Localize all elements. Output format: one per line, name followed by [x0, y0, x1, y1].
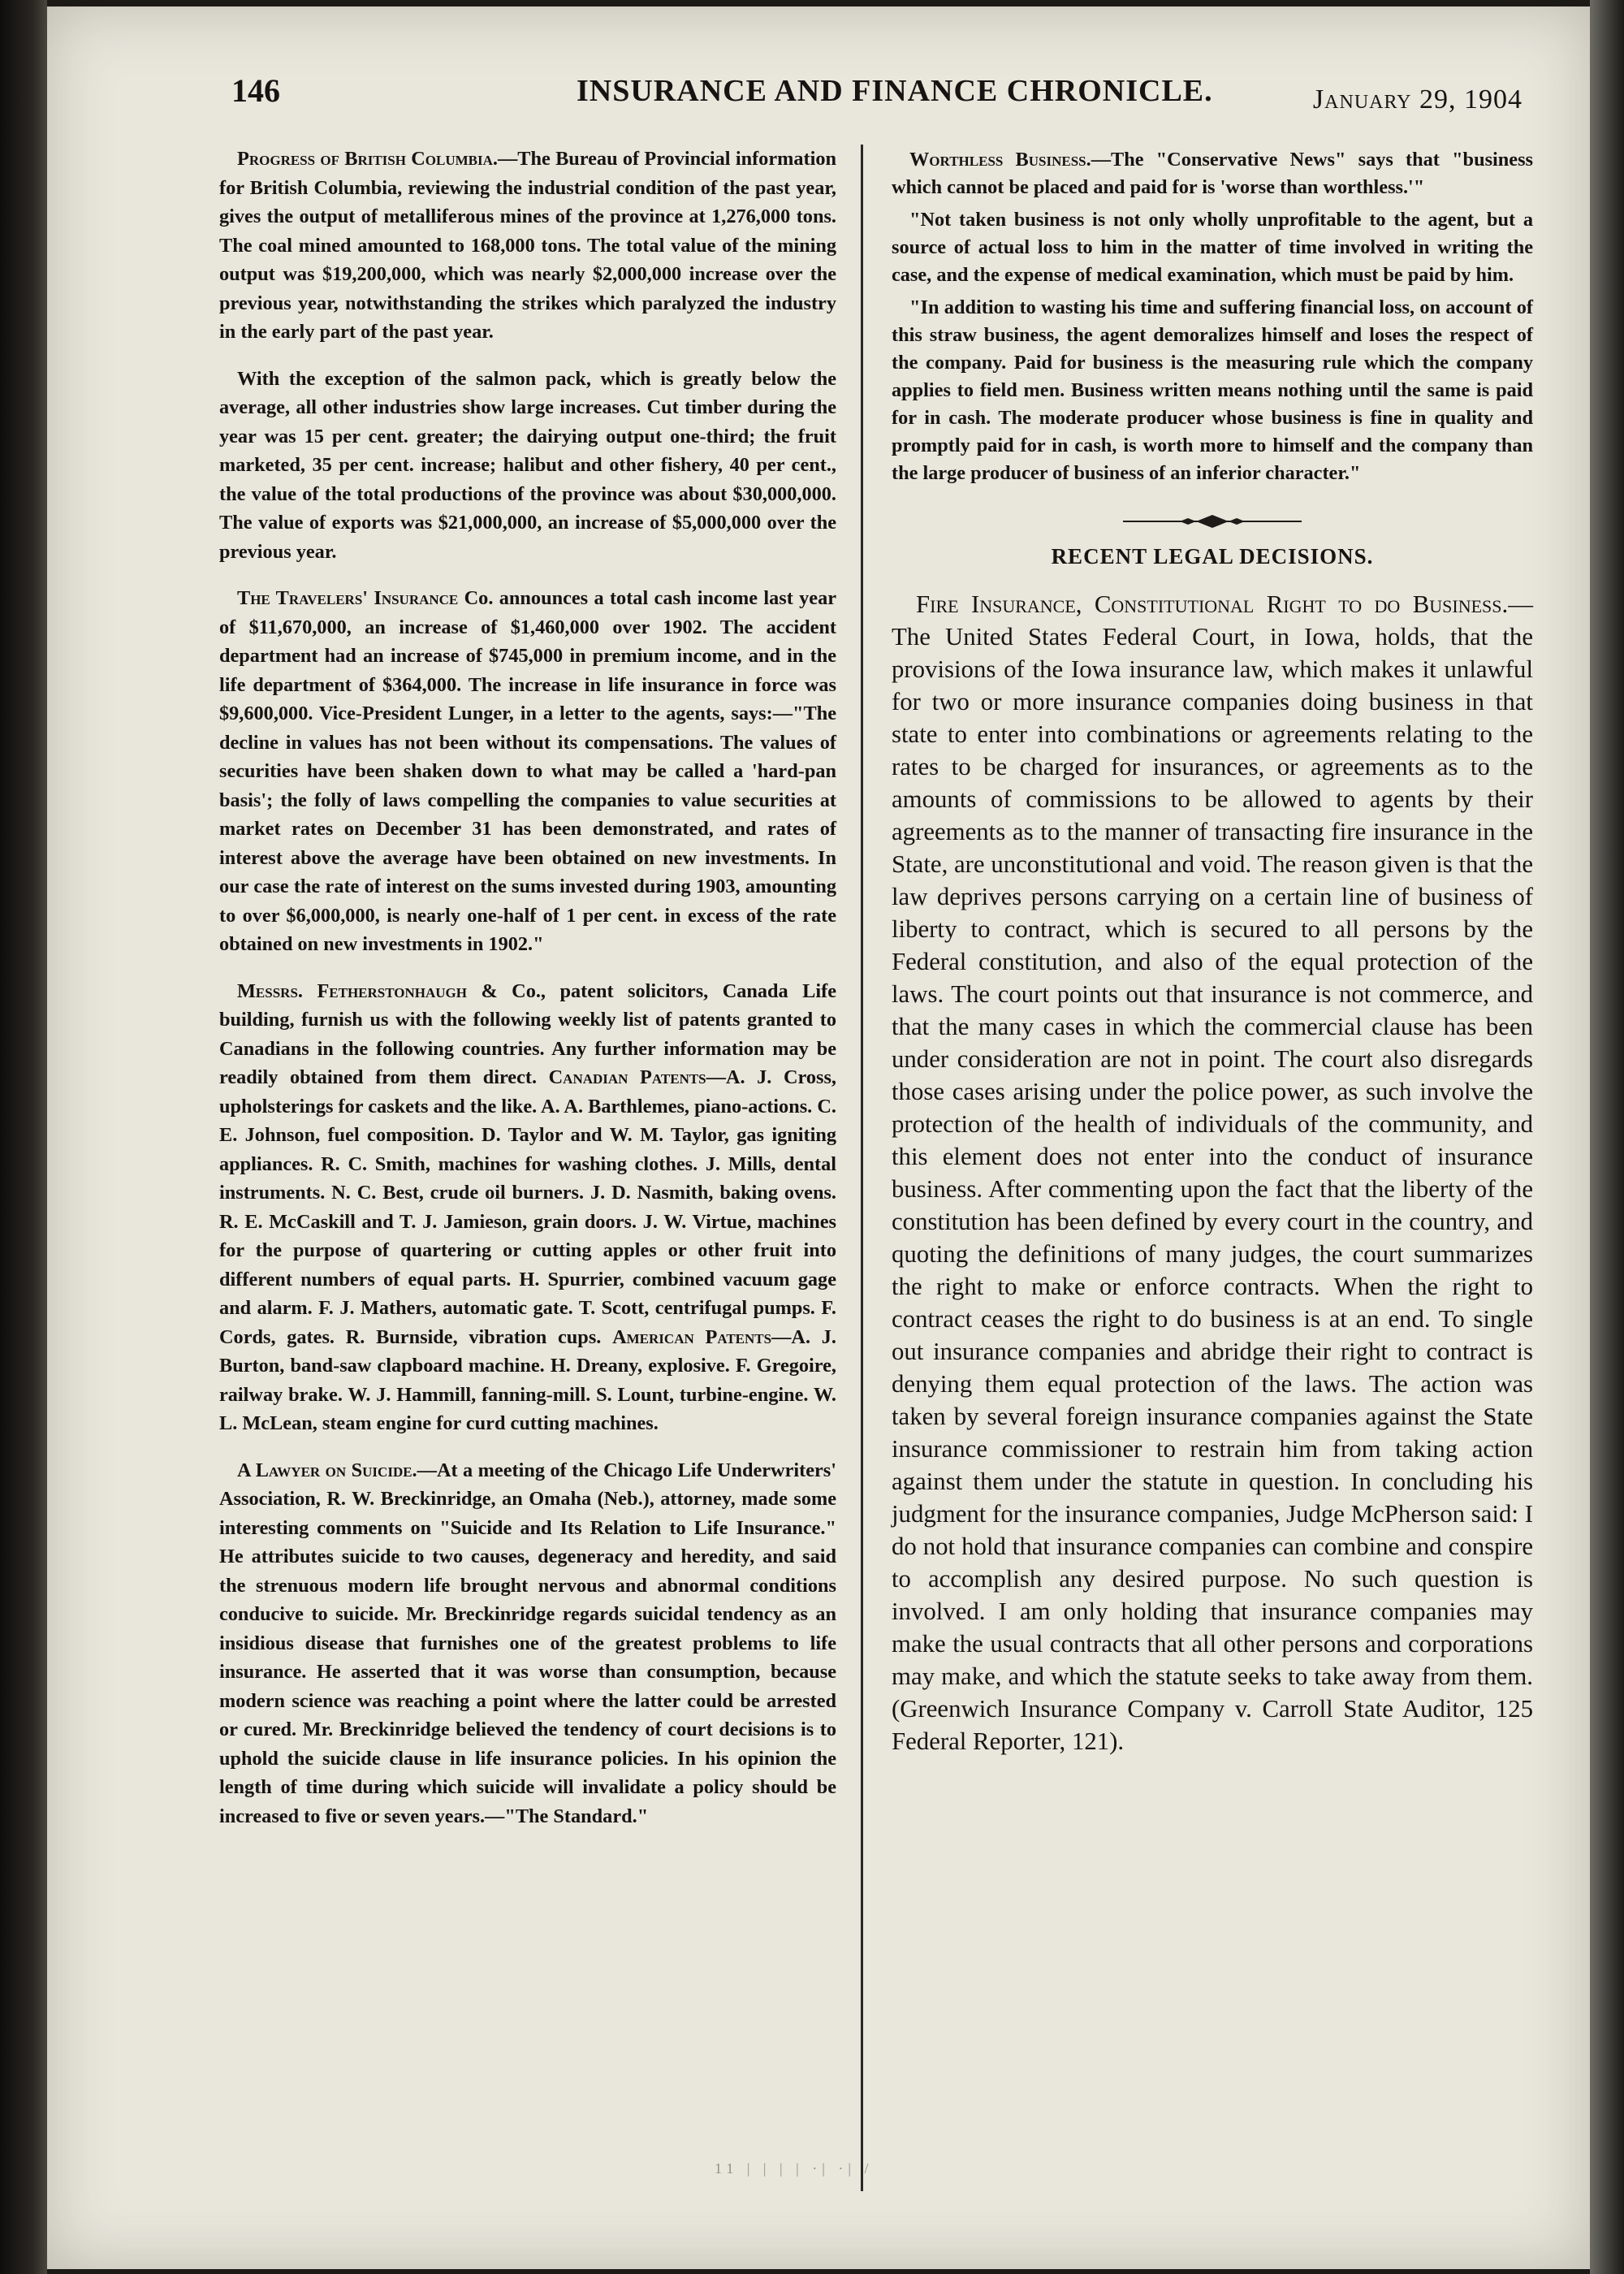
article-travelers-insurance — [219, 584, 836, 959]
article-body: —At a meeting of the Chicago Life Underwriters' Association, R. W. Breckinridge, an Omaha (Neb.), attorney, made some interesting comments on "Suicide and Its Relation to Life Insurance." He attributes suicide to two causes, degeneracy and heredity, and said the strenuous modern life brought nervous and abnormal conditions conducive to suicide. Mr. Breckinridge regards suicidal tendency as an insidious disease that furnishes one of the greatest problems to life insurance. He asserted that it was worse than consumption, because modern science was reaching a point where the latter could be arrested or cured. Mr. Breckinridge believed the tendency of court decisions is to uphold the suicide clause in life insurance policies. In his opinion the length of time during which suicide will invalidate a policy should be increased to five or seven years.—"The Standard." — [219, 1459, 836, 1827]
article-patents — [219, 977, 836, 1438]
article-heading: Worthless Business. — [909, 149, 1091, 171]
book-spine — [0, 0, 47, 2274]
left-column — [219, 145, 836, 1848]
article-british-columbia — [219, 145, 836, 566]
article-paragraph — [219, 145, 836, 347]
page-number: 146 — [231, 72, 280, 109]
article-paragraph: With the exception of the salmon pack, which is greatly below the average, all other industries show large increases. Cut timber during the year was 15 per cent. greater; the dairying output one-third; the fruit marketed, 35 per cent. increase; halibut and other fishery, 40 per cent., the value of the total productions of the province was about $30,000,000. The value of exports was $21,000,000, an increase of $5,000,000 over the previous year. — [219, 367, 836, 563]
article-body: —The "Conservative News" says that "business which cannot be placed and paid for is 'worse than worthless.'" — [892, 149, 1533, 198]
issue-date: January 29, 1904 — [1312, 84, 1522, 115]
article-worthless-business — [892, 146, 1533, 487]
article-body: & Co., patent solicitors, Canada Life building, furnish us with the following weekly list of patents granted to Canadians in the following countries. Any further information may be readily obtained from them direct. — [219, 979, 836, 1088]
article-body: Co. announces a total cash income last year of $11,670,000, an increase of $1,460,000 over 1902. The accident department had an increase of $745,000 in premium income, and in the life department of $364,000. The increase in life insurance in force was $9,600,000. Vice-President Lunger, in a letter to the agents, says:—"The decline in values has not been without its compensations. The values of securities have been shaken down to what may be called a 'hard-pan basis'; the folly of laws compelling the companies to value securities at market rates on December 31 has been demonstrated, and rates of interest above the average have been obtained on new investments. In our case the rate of interest on the sums invested during 1903, amounting to over $6,000,000, is nearly one-half of 1 per cent. in excess of the rate obtained on new investments in 1902." — [219, 587, 837, 955]
article-paragraph: "In addition to wasting his time and suffering financial loss, on account of this straw business, the agent demoralizes himself and loses the respect of the company. Paid for business is the measuring rule which the company applies to field men. Business written means nothing until the same is paid for in cash. The moderate producer whose business is fine in quality and promptly paid for in cash, is worth more to himself and the company than the large producer of business of an inferior character." — [892, 296, 1533, 484]
canadian-patents-list: —A. J. Cross, upholsterings for caskets and the like. A. A. Barthlemes, piano-actions. C. E. Johnson, fuel composition. D. Taylor and W. M. Taylor, gas igniting appliances. R. C. Smith, machines for washing clothes. J. Mills, dental instruments. N. C. Best, crude oil burners. J. D. Nasmith, baking ovens. R. E. McCaskill and T. J. Jamieson, grain doors. J. W. Virtue, machines for the purpose of quartering or cutting apples or other fruit into different numbers of equal parts. H. Spurrier, combined vacuum gage and alarm. F. J. Mathers, automatic gate. T. Scott, centrifugal pumps. F. Cords, gates. R. Burnside, vibration cups. — [219, 1066, 836, 1348]
article-heading: Fire Insurance, Constitutional Right to do Business. — [916, 590, 1509, 618]
page-header — [175, 71, 1547, 120]
article-fire-insurance — [892, 588, 1533, 1757]
article-heading: Progress of British Columbia. — [237, 148, 498, 170]
right-column — [892, 146, 1533, 1757]
article-paragraph — [892, 146, 1533, 201]
article-body: —The United States Federal Court, in Iowa, holds, that the provisions of the Iowa insurance law, which makes it unlawful for two or more insurance companies doing business in that state to enter into combinations or agreements relating to the rates to be charged for insurances, or agreements as to the amounts of commissions to be allowed to agents by their agreements as to the manner of transacting fire insurance in the State, are unconstitutional and void. The reason given is that the law deprives persons carrying on a certain line of business of liberty to contract, which is secured to all persons by the Federal constitution, and also of the equal protection of the laws. The court points out that insurance is not commerce, and that the many cases in which the commercial clause has been under consideration are not in point. The court also disregards those cases arising under the police power, as such involve the protection of the health of individuals of the community, and this element does not enter into the conduct of insurance business. After commenting upon the fact that the liberty of the constitution has been defined by every court in the country, and quoting the definitions of many judges, the court summarizes the right to make or enforce contracts. When the right to contract ceases the right to do business is at an end. To single out insurance companies and abridge their right to contract is denying them equal protection of the laws. The action was taken by several foreign insurance companies against the State insurance commissioner to restrain him from taking action against them under the statute in question. In concluding his judgment for the insurance companies, Judge McPherson said: I do not hold that insurance companies can combine and conspire to accomplish any desired purpose. No such question is involved. I am only holding that insurance companies may make the usual contracts that all other persons and corporations may make, and which the statute seeks to take away from them. (Greenwich Insurance Company v. Carroll State Auditor, 125 Federal Reporter, 121). — [892, 590, 1533, 1755]
article-heading: Messrs. Fetherstonhaugh — [237, 979, 468, 1002]
page-edge — [1590, 0, 1624, 2274]
canadian-patents-label: Canadian Patents — [548, 1066, 706, 1088]
footer-mark: 11 | | | | ·| ·| / — [715, 2160, 874, 2177]
article-paragraph — [892, 588, 1533, 1757]
article-paragraph — [219, 584, 836, 959]
article-paragraph — [219, 977, 836, 1438]
section-heading: RECENT LEGAL DECISIONS. — [1051, 544, 1374, 568]
article-paragraph — [219, 1456, 836, 1831]
article-lawyer-suicide — [219, 1456, 836, 1831]
american-patents-label: American Patents — [612, 1325, 772, 1348]
article-heading: A Lawyer on Suicide. — [237, 1459, 417, 1481]
section-ornament — [1123, 512, 1302, 531]
article-heading: The Travelers' Insurance — [237, 587, 459, 609]
column-divider — [861, 145, 863, 2191]
publication-title: INSURANCE AND FINANCE CHRONICLE. — [577, 74, 1213, 108]
article-paragraph: "Not taken business is not only wholly unprofitable to the agent, but a source of actual loss to him in the matter of time involved in writing the case, and the expense of medical examination, which must be paid by him. — [892, 209, 1533, 286]
american-patents-list: —A. J. Burton, band-saw clapboard machine. H. Dreany, explosive. F. Gregoire, railway brake. W. J. Hammill, fanning-mill. S. Lount, turbine-engine. W. L. McLean, steam engine for curd cutting machines. — [219, 1325, 836, 1434]
article-body: —The Bureau of Provincial information for British Columbia, reviewing the industrial condition of the past year, gives the output of metalliferous mines of the province at 1,276,000 tons. The coal mined amounted to 168,000 tons. The total value of the mining output was $19,200,000, which was nearly $2,000,000 increase over the previous year, notwithstanding the strikes which paralyzed the industry in the early part of the past year. — [219, 148, 837, 343]
